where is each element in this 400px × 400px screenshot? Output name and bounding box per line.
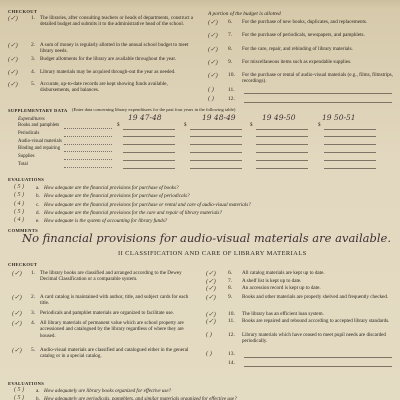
checkout-mark: (✓): [12, 347, 22, 354]
amount-blank: [190, 144, 242, 145]
comments-heading: COMMENTS: [8, 228, 38, 233]
checklist-item: The library books are classified and arranged according to the Dewey Decimal Classification or a comparable system.: [40, 270, 182, 283]
expenditure-row-label: Audio-visual materials: [18, 138, 62, 144]
checkout-mark: (✓): [206, 278, 216, 285]
checklist-item: Books and other materials are properly shelved and frequently checked.: [242, 294, 389, 300]
amount-blank: [324, 168, 376, 169]
item-number: 13.: [228, 351, 235, 357]
year-header: 19 50-51: [322, 113, 356, 122]
page-top-edge: [0, 0, 400, 8]
checklist-item: Periodicals and pamphlet materials are organized to facilitate use.: [40, 310, 174, 316]
eval-letter: a.: [36, 388, 40, 394]
expenditure-row-label: Periodicals: [18, 130, 40, 136]
checklist-item: For the purchase of new books, duplicates, and replacements.: [242, 19, 368, 25]
dollar-sign: $: [184, 123, 187, 128]
checkout-mark: (✓): [12, 320, 22, 327]
rating-mark: ( 5 ): [14, 184, 24, 190]
checkout-mark: (✓): [12, 294, 22, 301]
checkout-mark: (✓): [12, 310, 22, 317]
section-title: II CLASSIFICATION AND CARE OF LIBRARY MATERIALS: [118, 250, 307, 257]
amount-blank: [190, 129, 242, 130]
eval-question: How adequate is the system of accounting for library funds?: [44, 218, 168, 225]
checkout-mark: (✓): [206, 318, 216, 325]
eval-letter: d.: [36, 209, 40, 216]
checklist-item: Books are repaired and rebound according to accepted library standards.: [242, 318, 390, 324]
item-number: 3.: [31, 56, 36, 62]
checklist-item: A sum of money is regularly allotted in the annual school budget to meet library needs.: [40, 42, 189, 55]
eval-question: How adequate are the financial provisions for purchase or rental and care of audio-visual materials?: [44, 201, 251, 208]
eval-letter: e.: [36, 218, 40, 225]
checkout-mark: (✓): [8, 81, 18, 88]
expenditure-row-label: Books and pamphlets: [18, 123, 60, 128]
handwritten-comment: No financial provisions for audio-visual materials are available.: [22, 231, 392, 245]
leader-dots: [64, 151, 112, 152]
checkout-mark: (✓): [206, 285, 216, 292]
eval-question: How adequate are the financial provisions for purchase of books?: [44, 185, 179, 191]
supplementary-heading: SUPPLEMENTARY DATA: [8, 108, 68, 113]
item-number: 7.: [228, 278, 233, 284]
expenditure-row-label: Total: [18, 162, 28, 167]
item-number: 5.: [31, 347, 36, 353]
eval-question: How adequately are library books organized for effective use?: [44, 388, 172, 394]
blank-line: [244, 357, 392, 358]
evaluations-heading-2: EVALUATIONS: [8, 381, 45, 386]
checklist-item: An accession record is kept up to date.: [242, 285, 321, 291]
rating-mark: ( 4 ): [14, 200, 24, 207]
blank-line: [244, 366, 392, 367]
item-number: 4.: [31, 320, 36, 326]
eval-question: How adequately are periodicals, pamphlets, and similar materials organized for effective use?: [44, 395, 237, 400]
evaluations-heading: EVALUATIONS: [8, 177, 45, 182]
amount-blank: [123, 144, 175, 145]
checkout-heading: CHECKOUT: [8, 9, 38, 14]
checkout-mark: (✓): [208, 19, 218, 26]
blank-line: [244, 102, 392, 103]
leader-dots: [64, 128, 112, 129]
checkout-mark: (✓): [208, 46, 218, 53]
checklist-item: Audio-visual materials are classified and catalogued either in the general catalog or in a special catalog.: [40, 347, 189, 360]
amount-blank: [324, 129, 376, 130]
item-number: 4.: [31, 69, 36, 75]
leader-dots: [64, 159, 112, 160]
rating-mark: ( 5 ): [14, 394, 24, 400]
leader-dots: [64, 167, 112, 168]
checkout-mark: (✓): [206, 311, 216, 318]
amount-blank: [324, 152, 376, 153]
checklist-item: All catalog materials are kept up to date.: [242, 270, 325, 276]
leader-dots: [64, 144, 112, 145]
checkout-mark: (✓): [206, 270, 216, 277]
amount-blank: [190, 136, 242, 137]
item-number: 6.: [228, 19, 233, 25]
item-number: 11.: [228, 87, 235, 93]
checkout-mark: ( ): [208, 95, 214, 102]
dollar-sign: $: [117, 123, 120, 128]
year-header: 19 47-48: [128, 113, 162, 122]
year-header: 19 48-49: [202, 113, 236, 122]
item-number: 1.: [31, 270, 36, 276]
budget-intro: A portion of the budget is allotted: [208, 11, 281, 17]
year-header: 19 49-50: [262, 113, 296, 122]
eval-letter: b.: [36, 193, 40, 200]
checklist-item: Library materials may be acquired through-out the year as needed.: [40, 69, 176, 75]
checkout-mark: (✓): [208, 32, 218, 39]
checkout-mark: (✓): [206, 294, 216, 301]
amount-blank: [123, 160, 175, 161]
dollar-sign: $: [250, 123, 253, 128]
checkout-heading-2: CHECKOUT: [8, 262, 38, 267]
checklist-item: The library has an efficient loan system.: [242, 311, 324, 317]
item-number: 10.: [228, 311, 235, 317]
eval-question: How adequate are the financial provisions for purchase of periodicals?: [44, 193, 190, 200]
item-number: 10.: [228, 72, 235, 78]
checklist-item: A shelf list is kept up to date.: [242, 278, 302, 284]
checkout-mark: (✓): [208, 72, 218, 79]
item-number: 1.: [31, 15, 36, 21]
checklist-item: A card catalog is maintained with author, title, and subject cards for each title.: [40, 294, 189, 307]
checklist-item: All library materials of permanent value which are school property are accessioned and catalogued by the library regardless of where they are housed.: [40, 320, 184, 339]
amount-blank: [256, 129, 308, 130]
item-number: 6.: [228, 270, 233, 276]
amount-blank: [190, 168, 242, 169]
amount-blank: [256, 152, 308, 153]
amount-blank: [324, 160, 376, 161]
item-number: 8.: [228, 285, 233, 291]
checklist-item: The libraries, after consulting teachers or heads of departments, construct a detailed budget and submits it to the administrative head of the school.: [40, 15, 194, 28]
amount-blank: [256, 160, 308, 161]
item-number: 2.: [31, 294, 36, 300]
item-number: 2.: [31, 42, 36, 48]
amount-blank: [256, 168, 308, 169]
item-number: 7.: [228, 32, 233, 38]
amount-blank: [123, 136, 175, 137]
dollar-sign: $: [318, 123, 321, 128]
checklist-item: For the purchase or rental of audio-visual materials (e.g., films, filmstrips, recordings).: [242, 72, 393, 85]
amount-blank: [123, 168, 175, 169]
eval-letter: b.: [36, 395, 40, 400]
checkout-mark: (✓): [8, 69, 18, 76]
checklist-item: For miscellaneous items such as expendable supplies.: [242, 59, 352, 65]
amount-blank: [123, 129, 175, 130]
checkout-mark: (✓): [12, 270, 22, 277]
checklist-item: For the purchase of periodicals, newspapers, and pamphlets.: [242, 32, 365, 38]
item-number: 12.: [228, 332, 235, 338]
rating-mark: ( 5 ): [14, 192, 24, 199]
eval-question: How adequate are the financial provisions for the care and repair of library materials?: [44, 209, 222, 216]
checkout-mark: (✓): [8, 42, 18, 49]
item-number: 12.: [228, 96, 235, 102]
amount-blank: [256, 136, 308, 137]
checklist-item: Budget allotments for the library are available throughout the year.: [40, 56, 177, 62]
amount-blank: [190, 160, 242, 161]
amount-blank: [190, 152, 242, 153]
blank-line: [244, 93, 392, 94]
expenditures-header: Expenditures: [18, 116, 45, 122]
checkout-mark: ( ): [206, 350, 212, 357]
eval-letter: a.: [36, 185, 40, 191]
rating-mark: ( 5 ): [14, 208, 24, 215]
expenditure-row-label: Binding and repairing: [18, 146, 61, 152]
item-number: 5.: [31, 81, 36, 87]
eval-letter: c.: [36, 201, 40, 208]
checklist-item: Library materials which have ceased to meet pupil needs are discarded periodically.: [242, 332, 386, 345]
rating-mark: ( 4 ): [14, 217, 24, 224]
amount-blank: [324, 136, 376, 137]
item-number: 8.: [228, 46, 233, 52]
leader-dots: [64, 136, 112, 137]
expenditure-row-label: Supplies: [18, 154, 35, 160]
item-number: 14.: [228, 360, 235, 366]
checkout-mark: ( ): [208, 86, 214, 93]
checkout-mark: (✓): [8, 15, 18, 22]
checkout-mark: (✓): [8, 56, 18, 63]
checkout-mark: (✓): [208, 59, 218, 66]
checklist-item: Accurate, up-to-date records are kept showing funds available, disbursements, and balances.: [40, 81, 168, 94]
amount-blank: [324, 144, 376, 145]
checkout-mark: ( ): [206, 331, 212, 338]
item-number: 3.: [31, 310, 36, 316]
item-number: 11.: [228, 318, 235, 324]
checklist-item: For the care, repair, and rebinding of library materials.: [242, 46, 353, 52]
rating-mark: ( 5 ): [14, 387, 24, 393]
item-number: 9.: [228, 294, 233, 300]
amount-blank: [123, 152, 175, 153]
amount-blank: [256, 144, 308, 145]
item-number: 9.: [228, 59, 233, 65]
supplementary-instruction: (Enter data concerning library expenditures for the past four years in the following table): [72, 107, 236, 112]
